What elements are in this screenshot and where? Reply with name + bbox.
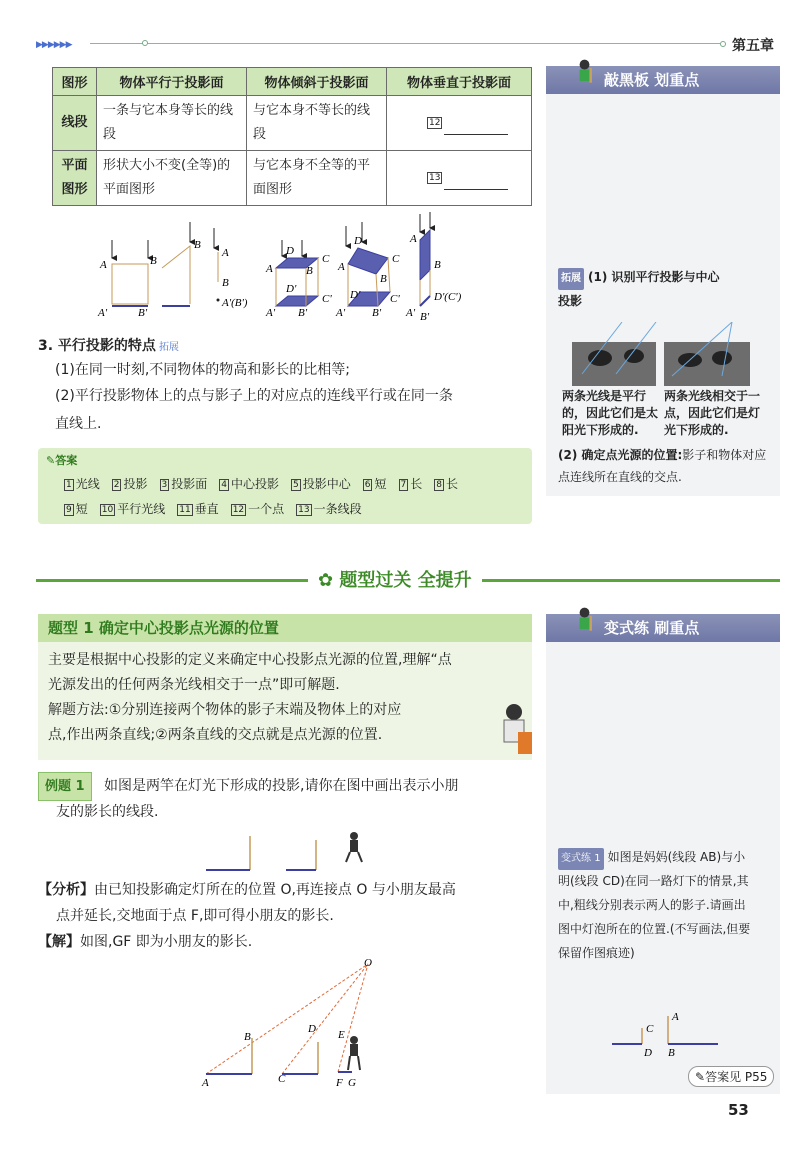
answer-text: 一个点 [248,502,285,516]
table-cell-blank [387,96,532,151]
fig-label: A [410,233,417,245]
answer-item [64,475,100,492]
variant-tag: 变式练 1 [558,848,604,870]
fill-blank [444,176,508,190]
page-number: 53 [728,1101,749,1119]
table-cell: 一条与它本身等长的线段 [97,96,247,151]
answer-number: 9 [66,504,72,515]
fig-label: B [306,265,313,277]
variant-line: 中,粗线分别表示两人的影子.请画出 [558,898,746,912]
section-title: 3. 平行投影的特点 拓展 [38,334,186,360]
photo-caption-2: 两条光线相交于一点，因此它们是灯光下形成的. [664,389,761,437]
answer-number: 1 [66,479,72,490]
answer-number: 12 [232,504,245,515]
fig-label: B [434,259,441,271]
header-dot [142,40,148,46]
q1-line: 点,作出两条直线;②两条直线的交点就是点光源的位置. [48,727,383,743]
figure-6 [405,212,462,323]
fig-label: A [338,261,345,273]
section-banner: ✿ 题型过关 全提升 [308,566,482,592]
answer-text: 一条线段 [313,502,362,516]
answer-number: 8 [436,479,442,490]
example-line: 友的影长的线段. [56,804,159,820]
variant-line: 明(线段 CD)在同一路灯下的情景,其 [558,874,749,888]
fig-label: C [646,1023,654,1035]
answer-item [100,500,165,517]
answer-text: 中心投影 [230,477,279,491]
table-row [53,96,532,151]
answer-item [291,475,351,492]
side-heading-1: 拓展 (1) 识别平行投影与中心 [558,266,720,290]
table-cell: 与它本身不全等的平面图形 [247,151,387,206]
table-row [53,151,532,206]
blank-number: 12 [429,117,441,128]
answer-text: 长 [410,477,423,491]
answer-number: 11 [179,504,191,515]
q1-line: 解题方法:①分别连接两个物体的影子末端及物体上的对应 [48,702,402,718]
fig-label: A [222,247,229,259]
answer-text: 投影面 [171,477,208,491]
fig-label: A' [98,307,108,319]
fig-label: D [644,1047,652,1059]
answer-text: 短 [374,477,387,491]
answer-reference: ✎答案见 P55 [688,1066,774,1087]
fig-label: A [672,1011,679,1023]
answers-row-1 [64,475,524,492]
teacher-icon [572,58,602,86]
fig-label: B' [298,307,308,319]
answer-item [363,475,387,492]
fig-label: O [364,957,372,969]
answer-number: 6 [364,479,371,490]
answer-item [64,500,88,517]
student-icon [572,606,602,634]
figure-4 [265,240,332,319]
answer-number: 7 [400,479,407,490]
header-arrows: ▶▶▶▶▶▶ [36,40,72,50]
fig-label: B' [372,307,382,319]
figure-5 [335,222,400,319]
student-thinking-icon [494,700,534,758]
feature-2-cont: 直线上. [55,416,102,432]
answer-number: 10 [101,504,114,515]
shadow-photos [572,322,766,386]
fig-label: B [194,239,201,251]
fig-label: A [202,1077,209,1089]
fig-label: D [286,245,294,257]
fig-label: C' [390,293,400,305]
fig-label: D' [350,289,361,301]
answer-number: 13 [298,504,310,515]
answer-text: 长 [445,477,458,491]
feature-1: (1)在同一时刻,不同物体的物高和影长的比相等; [55,362,350,378]
fig-label: A [266,263,273,275]
header-rule [90,43,720,44]
fig-label: D'(C') [434,291,462,303]
answer-text: 短 [75,502,88,516]
fig-label: B' [420,311,430,323]
fig-label: A' [336,307,346,319]
figure-1 [97,240,157,319]
extend-tag: 拓展 [158,342,179,353]
fig-label: A' [266,307,276,319]
answer-item [112,475,148,492]
fig-label: D [354,235,362,247]
fig-label: C [278,1073,286,1085]
side-heading-2: (2) 确定点光源的位置:影子和物体对应点连线所在直线的交点. [558,448,767,484]
fig-label: B [222,277,229,289]
variant-line: 变式练 1 如图是妈妈(线段 AB)与小 [558,846,745,870]
fig-label: D [308,1023,316,1035]
chapter-title: 第五章 [732,38,774,54]
header-dot [720,41,726,47]
fig-label: A' [406,307,416,319]
table-header: 图形 [53,68,97,96]
analysis-line: 【分析】由已知投影确定灯所在的位置 O,再连接点 O 与小朋友最高 [38,882,456,898]
side-panel-title: 敲黑板 划重点 [546,66,780,94]
table-header: 物体垂直于投影面 [387,68,532,96]
fig-label: A [100,259,107,271]
fig-label: B [150,255,157,267]
answer-text: 投影中心 [302,477,351,491]
table-cell: 与它本身不等长的线段 [247,96,387,151]
fig-label: D' [286,283,297,295]
table-header: 物体倾斜于投影面 [247,68,387,96]
analysis-line: 点并延长,交地面于点 F,即可得小朋友的影长. [56,908,334,924]
fig-label: C [392,253,400,265]
answer-label: ✎答案 [46,454,78,467]
fig-label: G [348,1077,356,1089]
answers-row-2 [64,500,524,517]
answer-item [296,500,361,517]
variant-line: 保留作图痕迹) [558,946,635,960]
example-heading: 例题 1 如图是两竿在灯光下形成的投影,请你在图中画出表示小朋 [38,772,459,801]
side-panel-title: 变式练 刷重点 [546,614,780,642]
question-type-heading: 题型 1 确定中心投影点光源的位置 [38,614,532,642]
answer-text: 投影 [123,477,148,491]
q1-line: 主要是根据中心投影的定义来确定中心投影点光源的位置,理解“点 [48,652,452,668]
projection-figures [90,208,520,328]
answer-text: 垂直 [194,502,219,516]
row-label: 平面图形 [53,151,97,206]
table-header: 物体平行于投影面 [97,68,247,96]
figure-2 [162,222,201,306]
answer-item [231,500,284,517]
table-cell-blank [387,151,532,206]
fig-label: E [338,1029,345,1041]
fig-label: C' [322,293,332,305]
fig-label: B [380,273,387,285]
row-label: 线段 [53,96,97,151]
variant-figure [606,1010,726,1060]
photo-caption-1: 两条光线是平行的，因此它们是太阳光下形成的. [562,389,659,437]
blank-number: 13 [429,172,441,183]
fig-label: B' [138,307,148,319]
answer-text: 平行光线 [117,502,166,516]
figure-3 [214,228,248,309]
fig-label: B [668,1047,675,1059]
answer-number: 3 [161,479,168,490]
answer-number: 5 [293,479,299,490]
answer-text: 光线 [75,477,100,491]
answer-item [219,475,279,492]
solution-figure [196,952,386,1092]
feature-2: (2)平行投影物体上的点与影子上的对应点的连线平行或在同一条 [55,388,453,404]
fig-label: F [336,1077,343,1089]
example-tag: 例题 1 [38,772,92,801]
fill-blank [444,121,508,135]
answer-number: 2 [113,479,120,490]
q1-line: 光源发出的任何两条光线相交于一点”即可解题. [48,677,340,693]
answer-item [399,475,423,492]
solution-line: 【解】如图,GF 即为小朋友的影长. [38,934,253,950]
answer-number: 4 [221,479,227,490]
example-figure [200,826,380,876]
answer-item [177,500,218,517]
side-heading-1b: 投影 [558,294,583,308]
answer-item [434,475,458,492]
fig-label: A'(B') [222,297,248,309]
answer-item [160,475,208,492]
table-cell: 形状大小不变(全等)的平面图形 [97,151,247,206]
fig-label: B [244,1031,251,1043]
fig-label: C [322,253,330,265]
projection-table [52,67,532,206]
variant-line: 图中灯泡所在的位置.(不写画法,但要 [558,922,751,936]
